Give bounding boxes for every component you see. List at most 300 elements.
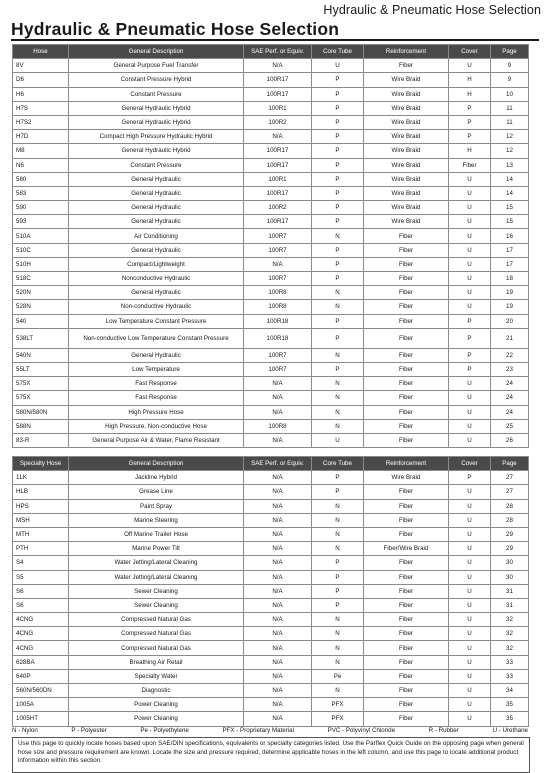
column-header: Core Tube	[312, 457, 364, 471]
table-row	[13, 598, 529, 612]
table-cell: P	[449, 115, 491, 129]
table-cell: P	[312, 186, 364, 200]
hose-cell: 580	[13, 172, 69, 186]
table-cell: Fiber	[364, 684, 449, 698]
table-cell: Power Cleaning	[69, 698, 244, 712]
table-cell: Fiber	[364, 669, 449, 683]
table-cell: U	[449, 542, 491, 556]
table-cell: Low Temperature	[69, 362, 244, 376]
hose-cell: 588N	[13, 419, 69, 433]
table-cell: Water Jetting/Lateral Cleaning	[69, 570, 244, 584]
table-cell: 24	[491, 391, 529, 405]
legend-item: N - Nylon	[12, 727, 38, 734]
table-cell: 100R7	[244, 229, 312, 243]
hose-cell: 510A	[13, 229, 69, 243]
table-cell: General Hydraulic	[69, 348, 244, 362]
table-row	[13, 272, 529, 286]
hose-cell: 590	[13, 201, 69, 215]
table-cell: P	[312, 215, 364, 229]
table-cell: 12	[491, 130, 529, 144]
table-cell: P	[449, 314, 491, 328]
table-cell: Marine Steering	[69, 513, 244, 527]
material-legend	[12, 727, 528, 734]
hose-cell: 593	[13, 215, 69, 229]
table-cell: 10	[491, 87, 529, 101]
table-cell: 9	[491, 59, 529, 73]
hose-cell: 510H	[13, 257, 69, 271]
table-cell: Wire Braid	[364, 158, 449, 172]
table-row	[13, 513, 529, 527]
table-row	[13, 348, 529, 362]
table-cell: N/A	[244, 499, 312, 513]
table-cell: N/A	[244, 669, 312, 683]
column-header: Core Tube	[312, 45, 364, 59]
table-cell: U	[449, 272, 491, 286]
table-row	[13, 144, 529, 158]
table-cell: Fiber	[364, 243, 449, 257]
table-cell: 24	[491, 405, 529, 419]
table-cell: 33	[491, 655, 529, 669]
table-cell: General Hydraulic Hybrid	[69, 144, 244, 158]
table-cell: General Purpose Air & Water, Flame Resistant	[69, 433, 244, 447]
table-cell: Jackline Hybrid	[69, 471, 244, 485]
table-cell: P	[312, 73, 364, 87]
table-cell: Fiber	[364, 655, 449, 669]
table-cell: U	[449, 391, 491, 405]
table-cell: U	[449, 584, 491, 598]
column-header: Specialty Hose	[13, 457, 69, 471]
table-cell: U	[449, 186, 491, 200]
table-row	[13, 499, 529, 513]
table-cell: 29	[491, 527, 529, 541]
table-header-row	[13, 457, 529, 471]
legend-item: PVC - Polyvinyl Chloride	[327, 727, 396, 734]
table-cell: N	[312, 542, 364, 556]
table-row	[13, 627, 529, 641]
table-cell: 17	[491, 243, 529, 257]
table-cell: U	[312, 433, 364, 447]
table-cell: N/A	[244, 513, 312, 527]
table-cell: Paint Spray	[69, 499, 244, 513]
table-cell: 14	[491, 172, 529, 186]
table-cell: Wire Braid	[364, 130, 449, 144]
table-cell: U	[449, 598, 491, 612]
table-row	[13, 405, 529, 419]
table-cell: Off Marine Trailer Hose	[69, 527, 244, 541]
table-cell: Fiber	[364, 613, 449, 627]
table-cell: Fiber	[364, 598, 449, 612]
table-cell: Fiber	[364, 627, 449, 641]
table-cell: Fast Response	[69, 377, 244, 391]
table-cell: U	[312, 59, 364, 73]
table-cell: High Pressure Hose	[69, 405, 244, 419]
table-cell: U	[449, 698, 491, 712]
table-cell: P	[312, 101, 364, 115]
table-cell: U	[449, 641, 491, 655]
table-cell: 100R7	[244, 362, 312, 376]
hose-cell: 4CNG	[13, 627, 69, 641]
table-cell: Power Cleaning	[69, 712, 244, 726]
table-cell: Fiber	[364, 229, 449, 243]
hose-cell: 560N/560DN	[13, 684, 69, 698]
table-cell: Fiber	[364, 485, 449, 499]
table-cell: 100R17	[244, 158, 312, 172]
page-title: Hydraulic & Pneumatic Hose Selection	[11, 19, 340, 39]
table-cell: Wire Braid	[364, 172, 449, 186]
table-cell: P	[312, 115, 364, 129]
table-cell: 27	[491, 471, 529, 485]
table-cell: U	[449, 286, 491, 300]
table-row	[13, 542, 529, 556]
column-header: Page	[491, 45, 529, 59]
table-cell: 26	[491, 433, 529, 447]
table-cell: Nonconductive Hydraulic	[69, 272, 244, 286]
column-header: SAE Perf. or Equiv.	[244, 457, 312, 471]
table-cell: Fiber	[364, 405, 449, 419]
table-cell: 11	[491, 115, 529, 129]
table-row	[13, 243, 529, 257]
hose-cell: 640P	[13, 669, 69, 683]
hose-cell: 1005HT	[13, 712, 69, 726]
table-cell: N/A	[244, 433, 312, 447]
table-cell: N/A	[244, 485, 312, 499]
section-title: Hydraulic & Pneumatic Hose Selection	[323, 3, 541, 17]
table-cell: 28	[491, 499, 529, 513]
usage-note: Use this page to quickly locate hoses based upon SAE/DIN specifications, equivalents or specialty categories listed. Use the Parflex Quick Guide on the opposing page when general hose size and pressure requirement are known. Locate the size and pressure required, determine applicable hoses in the left column, and use this page to locate additional product information within this section.	[12, 737, 530, 773]
hose-cell: S6	[13, 598, 69, 612]
table-cell: P	[449, 348, 491, 362]
table-cell: Breathing Air Retail	[69, 655, 244, 669]
table-row	[13, 115, 529, 129]
hose-cell: 83-R	[13, 433, 69, 447]
table-cell: N/A	[244, 556, 312, 570]
hose-cell: H6	[13, 87, 69, 101]
table-row	[13, 130, 529, 144]
table-row	[13, 328, 529, 348]
hose-cell: HLB	[13, 485, 69, 499]
hose-cell: H7S2	[13, 115, 69, 129]
hose-cell: 520N	[13, 286, 69, 300]
table-cell: Fiber	[364, 59, 449, 73]
table-cell: N/A	[244, 598, 312, 612]
table-cell: U	[449, 377, 491, 391]
table-cell: Specialty Water	[69, 669, 244, 683]
table-cell: PFX	[312, 712, 364, 726]
table-cell: 100R1	[244, 172, 312, 186]
table-cell: N/A	[244, 542, 312, 556]
table-cell: N/A	[244, 257, 312, 271]
table-cell: P	[312, 172, 364, 186]
table-cell: N	[312, 613, 364, 627]
table-cell: U	[449, 419, 491, 433]
table-cell: P	[312, 272, 364, 286]
table-cell: Marine Power Tilt	[69, 542, 244, 556]
table-cell: Wire Braid	[364, 101, 449, 115]
table-cell: General Hydraulic Hybrid	[69, 101, 244, 115]
table-cell: Fiber	[364, 328, 449, 348]
table-cell: 100R2	[244, 201, 312, 215]
table-cell: N/A	[244, 130, 312, 144]
column-header: Cover	[449, 45, 491, 59]
table-cell: 19	[491, 286, 529, 300]
table-cell: 28	[491, 513, 529, 527]
table-cell: H	[449, 87, 491, 101]
legend-item: U - Urethane	[492, 727, 528, 734]
table-cell: Constant Pressure Hybrid	[69, 73, 244, 87]
table-cell: 100R17	[244, 144, 312, 158]
table-cell: 31	[491, 584, 529, 598]
table-cell: U	[449, 215, 491, 229]
hose-cell: 580N/580N	[13, 405, 69, 419]
table-cell: P	[312, 243, 364, 257]
legend-item: P - Polyester	[71, 727, 107, 734]
table-cell: Wire Braid	[364, 144, 449, 158]
table-cell: General Hydraulic Hybrid	[69, 115, 244, 129]
table-row	[13, 201, 529, 215]
table-cell: U	[449, 556, 491, 570]
table-cell: 13	[491, 158, 529, 172]
hose-cell: PTH	[13, 542, 69, 556]
table-cell: Fiber	[364, 377, 449, 391]
column-header: General Description	[69, 45, 244, 59]
table-cell: N	[312, 655, 364, 669]
table-cell: 100R2	[244, 115, 312, 129]
table-cell: U	[449, 300, 491, 314]
table-row	[13, 172, 529, 186]
column-header: SAE Perf. or Equiv.	[244, 45, 312, 59]
table-cell: P	[312, 570, 364, 584]
table-row	[13, 87, 529, 101]
table-cell: N/A	[244, 698, 312, 712]
table-cell: Fiber	[364, 286, 449, 300]
table-cell: N/A	[244, 391, 312, 405]
table-cell: Fiber	[364, 391, 449, 405]
table-row	[13, 215, 529, 229]
table-row	[13, 684, 529, 698]
hose-cell: 628BA	[13, 655, 69, 669]
table-cell: 100R17	[244, 186, 312, 200]
table-cell: N	[312, 684, 364, 698]
table-cell: P	[312, 584, 364, 598]
table-cell: 30	[491, 556, 529, 570]
table-cell: 11	[491, 101, 529, 115]
table-cell: 25	[491, 419, 529, 433]
table-cell: N	[312, 300, 364, 314]
table-cell: PFX	[312, 698, 364, 712]
table-cell: U	[449, 570, 491, 584]
table-row	[13, 712, 529, 726]
table-cell: P	[449, 362, 491, 376]
table-cell: General Purpose Fuel Transfer	[69, 59, 244, 73]
table-row	[13, 158, 529, 172]
table-cell: Fiber	[364, 433, 449, 447]
legend-item: PFX - Proprietary Material	[222, 727, 295, 734]
table-cell: Wire Braid	[364, 73, 449, 87]
table-cell: U	[449, 684, 491, 698]
table-row	[13, 377, 529, 391]
table-cell: P	[449, 471, 491, 485]
table-cell: N/A	[244, 377, 312, 391]
table-cell: U	[449, 499, 491, 513]
table-cell: Wire Braid	[364, 115, 449, 129]
table-cell: Fiber	[364, 272, 449, 286]
table-cell: 15	[491, 201, 529, 215]
table-cell: N	[312, 499, 364, 513]
table-cell: N	[312, 419, 364, 433]
table-cell: N/A	[244, 527, 312, 541]
table-row	[13, 59, 529, 73]
table-cell: P	[312, 257, 364, 271]
hose-cell: 538LT	[13, 328, 69, 348]
table-cell: 100R17	[244, 215, 312, 229]
table-cell: N/A	[244, 627, 312, 641]
hose-cell: D6	[13, 73, 69, 87]
table-cell: Wire Braid	[364, 87, 449, 101]
hose-cell: 575X	[13, 391, 69, 405]
table-cell: Fiber	[364, 314, 449, 328]
table-cell: N	[312, 527, 364, 541]
table-cell: U	[449, 201, 491, 215]
table-cell: Compact High Pressure Hydraulic Hybrid	[69, 130, 244, 144]
table-row	[13, 527, 529, 541]
table-cell: 31	[491, 598, 529, 612]
table-cell: 29	[491, 542, 529, 556]
hose-cell: S5	[13, 570, 69, 584]
table-cell: P	[312, 598, 364, 612]
hose-cell: 510C	[13, 243, 69, 257]
table-cell: 30	[491, 570, 529, 584]
hose-cell: 518C	[13, 272, 69, 286]
table-cell: Fiber	[364, 570, 449, 584]
table-header-row	[13, 45, 529, 59]
table-cell: General Hydraulic	[69, 186, 244, 200]
table-cell: 33	[491, 669, 529, 683]
table-cell: P	[312, 556, 364, 570]
table-cell: Wire Braid	[364, 471, 449, 485]
table-cell: 32	[491, 613, 529, 627]
table-cell: U	[449, 229, 491, 243]
table-cell: P	[449, 101, 491, 115]
table-row	[13, 286, 529, 300]
hose-cell: 575X	[13, 377, 69, 391]
table-row	[13, 362, 529, 376]
table-cell: 18	[491, 272, 529, 286]
table-cell: 100R18	[244, 328, 312, 348]
hose-cell: 55LT	[13, 362, 69, 376]
table-cell: N	[312, 229, 364, 243]
hose-cell: 4CNG	[13, 613, 69, 627]
table-cell: P	[312, 362, 364, 376]
table-cell: 15	[491, 215, 529, 229]
table-cell: Fiber	[364, 419, 449, 433]
table-cell: Compressed Natural Gas	[69, 641, 244, 655]
table-cell: Fiber	[364, 257, 449, 271]
table-cell: U	[449, 712, 491, 726]
table-row	[13, 669, 529, 683]
table-cell: Fiber	[364, 641, 449, 655]
table-cell: U	[449, 627, 491, 641]
hose-cell: 528N	[13, 300, 69, 314]
table-cell: Low Temperature Constant Pressure	[69, 314, 244, 328]
title-rule	[11, 39, 539, 41]
table-cell: P	[312, 314, 364, 328]
table-cell: U	[449, 243, 491, 257]
table-cell: General Hydraulic	[69, 286, 244, 300]
hose-cell: MSH	[13, 513, 69, 527]
table-cell: P	[312, 87, 364, 101]
table-cell: 100R1	[244, 101, 312, 115]
table-row	[13, 698, 529, 712]
table-row	[13, 314, 529, 328]
table-cell: Fiber	[364, 513, 449, 527]
table-cell: Sewer Cleaning	[69, 598, 244, 612]
column-header: Reinforcement	[364, 45, 449, 59]
table-cell: 16	[491, 229, 529, 243]
legend-item: Pe - Polyethylene	[140, 727, 189, 734]
table-cell: P	[312, 328, 364, 348]
table-cell: 100R7	[244, 348, 312, 362]
table-cell: P	[312, 471, 364, 485]
table-cell: Diagnostic	[69, 684, 244, 698]
table-cell: Fast Response	[69, 391, 244, 405]
table-cell: 100R7	[244, 272, 312, 286]
table-row	[13, 570, 529, 584]
table-cell: N/A	[244, 684, 312, 698]
table-cell: U	[449, 613, 491, 627]
table-cell: Fiber	[364, 300, 449, 314]
table-cell: 32	[491, 641, 529, 655]
table-cell: 23	[491, 362, 529, 376]
table-row	[13, 391, 529, 405]
table-cell: 27	[491, 485, 529, 499]
table-cell: Wire Braid	[364, 186, 449, 200]
hose-cell: H7S	[13, 101, 69, 115]
table-cell: P	[312, 485, 364, 499]
table-cell: Compressed Natural Gas	[69, 627, 244, 641]
table-cell: Water Jetting/Lateral Cleaning	[69, 556, 244, 570]
table-cell: Fiber	[364, 362, 449, 376]
table-cell: 100R17	[244, 73, 312, 87]
specialty-hose-table	[12, 456, 529, 727]
table-cell: P	[312, 158, 364, 172]
table-cell: H	[449, 73, 491, 87]
table-cell: U	[449, 669, 491, 683]
table-cell: 9	[491, 73, 529, 87]
table-cell: N	[312, 391, 364, 405]
hose-cell: 1LK	[13, 471, 69, 485]
hose-cell: S6	[13, 584, 69, 598]
table-cell: Air Conditioning	[69, 229, 244, 243]
hose-cell: 4CNG	[13, 641, 69, 655]
table-cell: 35	[491, 698, 529, 712]
table-cell: High Pressure, Non-conductive Hose	[69, 419, 244, 433]
table-cell: 100R18	[244, 314, 312, 328]
table-row	[13, 229, 529, 243]
table-cell: U	[449, 655, 491, 669]
table-cell: N	[312, 377, 364, 391]
table-cell: U	[449, 527, 491, 541]
table-cell: 100R8	[244, 286, 312, 300]
table-cell: N/A	[244, 570, 312, 584]
table-cell: Compact/Lightweight	[69, 257, 244, 271]
table-cell: N	[312, 627, 364, 641]
legend-item: R - Rubber	[428, 727, 459, 734]
hose-cell: 583	[13, 186, 69, 200]
table-cell: 19	[491, 300, 529, 314]
table-cell: Fiber	[364, 348, 449, 362]
hose-selection-table	[12, 44, 529, 448]
table-cell: 100R7	[244, 243, 312, 257]
